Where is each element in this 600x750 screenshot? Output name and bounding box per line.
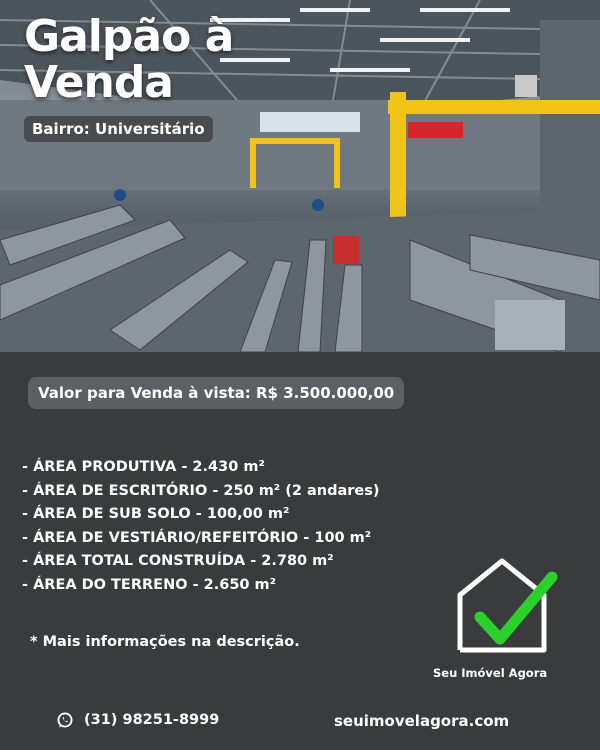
warehouse-photo (0, 0, 600, 352)
feature-item: - ÁREA DE VESTIÁRIO/REFEITÓRIO - 100 m² (22, 529, 372, 546)
feature-item: - ÁREA PRODUTIVA - 2.430 m² (22, 459, 265, 475)
features-list (22, 456, 380, 597)
title-line-1: Galpão à (24, 11, 234, 62)
website-link[interactable]: seuimovelagora.com (334, 712, 510, 730)
feature-item: - ÁREA TOTAL CONSTRUÍDA - 2.780 m² (22, 553, 334, 569)
price-badge: Valor para Venda à vista: R$ 3.500.000,00 (28, 377, 404, 409)
phone-number: (31) 98251-8999 (84, 712, 220, 728)
feature-item: - ÁREA DE ESCRITÓRIO - 250 m² (2 andares) (22, 482, 380, 499)
brand-name: Seu Imóvel Agora (433, 666, 548, 680)
house-check-logo-icon (440, 555, 570, 655)
title-line-2: Venda (24, 57, 173, 108)
feature-item: - ÁREA DE SUB SOLO - 100,00 m² (22, 506, 290, 522)
feature-item: - ÁREA DO TERRENO - 2.650 m² (22, 576, 277, 593)
more-info-note: * Mais informações na descrição. (30, 634, 300, 650)
neighborhood-badge: Bairro: Universitário (24, 116, 213, 142)
whatsapp-icon (56, 711, 74, 729)
page-title (24, 11, 234, 108)
contact-phone[interactable] (56, 711, 219, 729)
